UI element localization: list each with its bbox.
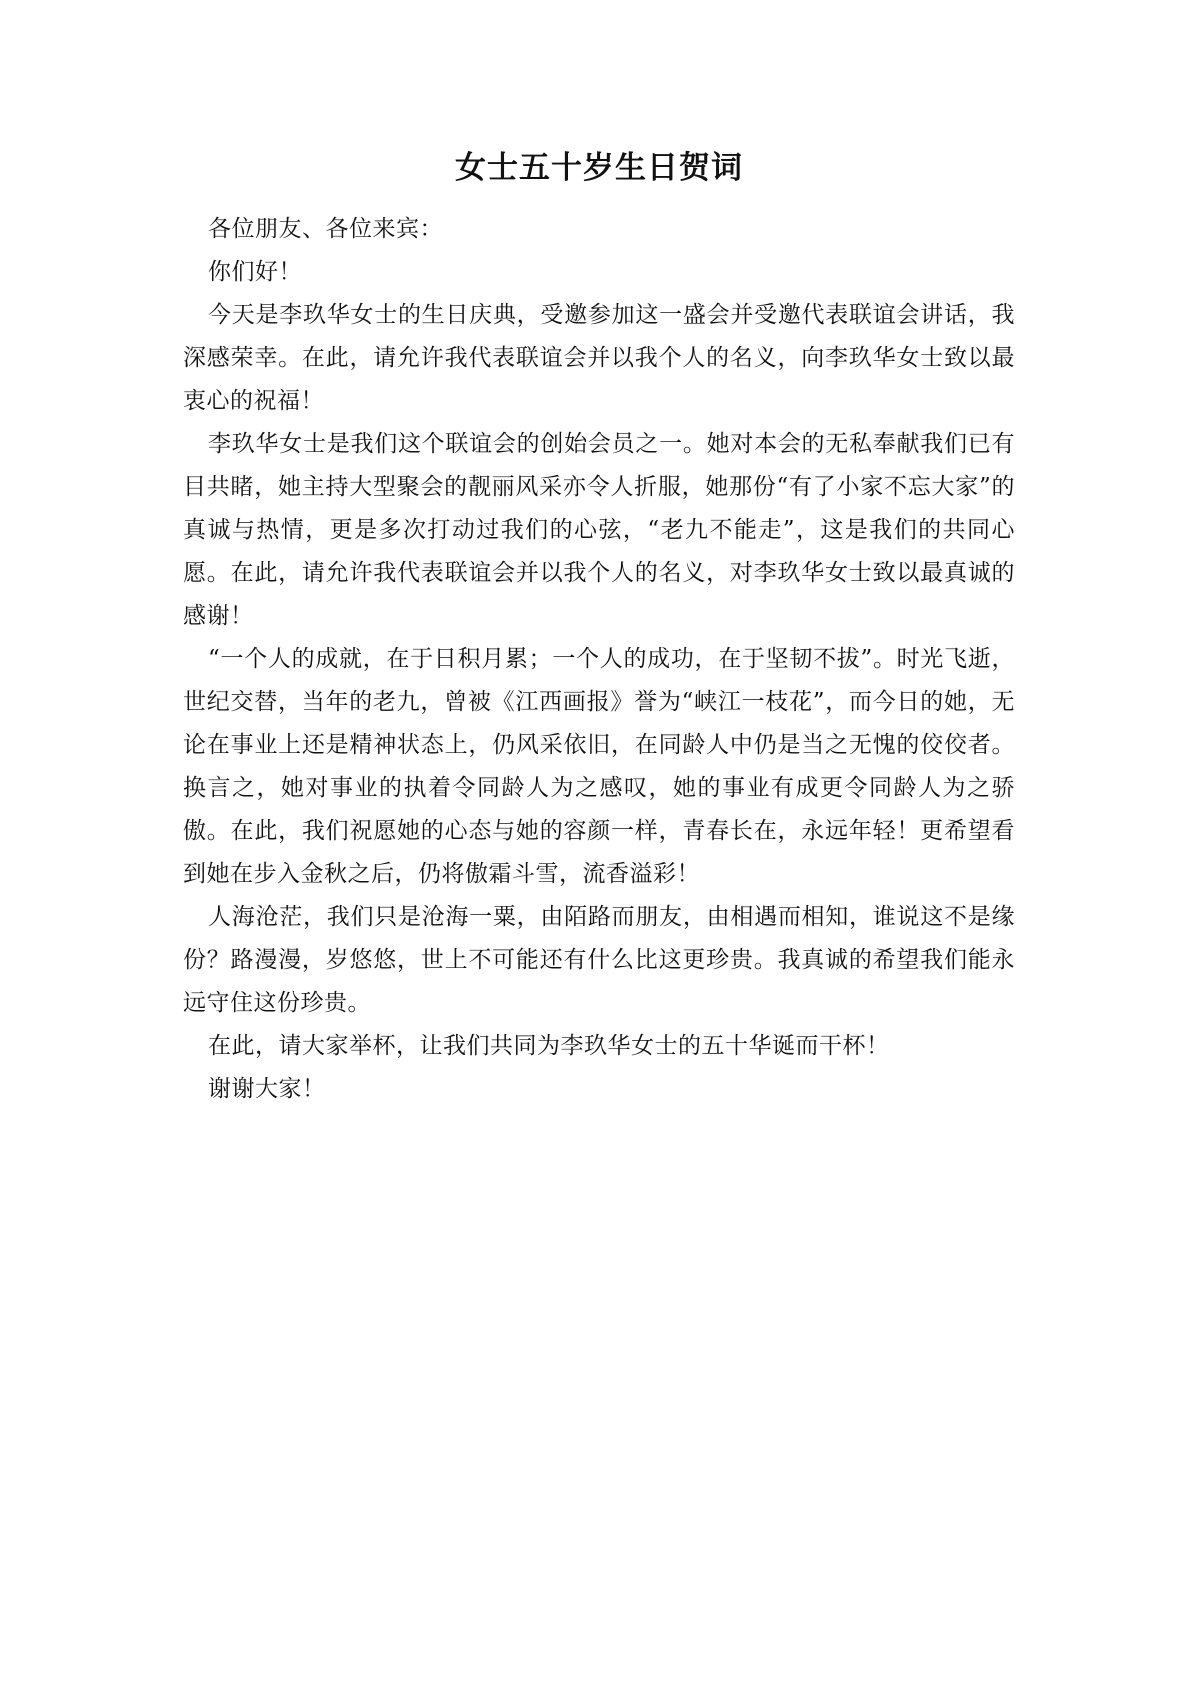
body-paragraph: 今天是李玖华女士的生日庆典，受邀参加这一盛会并受邀代表联谊会讲话，我深感荣幸。在此，请允许我代表联谊会并以我个人的名义，向李玖华女士致以最衷心的祝福！ [183,302,1015,414]
document-body [183,138,1015,1111]
hello-paragraph: 你们好！ [208,259,302,285]
document-title: 女士五十岁生日贺词 [455,150,743,186]
body-paragraph: “一个人的成就，在于日积月累；一个人的成功，在于坚韧不拔”。时光飞逝，世纪交替，当年的老九，曾被《江西画报》誉为“峡江一枝花”，而今日的她，无论在事业上还是精神状态上，仍风采依旧，在同龄人中仍是当之无愧的佼佼者。换言之，她对事业的执着令同龄人为之感叹，她的事业有成更令同龄人为之骄傲。在此，我们祝愿她的心态与她的容颜一样，青春长在，永远年轻！更希望看到她在步入金秋之后，仍将傲霜斗雪，流香溢彩！ [183,646,1015,887]
toast-paragraph: 在此，请大家举杯，让我们共同为李玖华女士的五十华诞而干杯！ [208,1033,890,1059]
greeting-paragraph: 各位朋友、各位来宾： [208,216,443,242]
body-paragraph: 李玖华女士是我们这个联谊会的创始会员之一。她对本会的无私奉献我们已有目共睹，她主持大型聚会的靓丽风采亦令人折服，她那份“有了小家不忘大家”的真诚与热情，更是多次打动过我们的心弦，“老九不能走”，这是我们的共同心愿。在此，请允许我代表联谊会并以我个人的名义，对李玖华女士致以最真诚的感谢！ [183,431,1015,629]
body-paragraph: 人海沧茫，我们只是沧海一粟，由陌路而朋友，由相遇而相知，谁说这不是缘份？路漫漫，岁悠悠，世上不可能还有什么比这更珍贵。我真诚的希望我们能永远守住这份珍贵。 [183,904,1015,1016]
closing-paragraph: 谢谢大家！ [208,1076,326,1102]
